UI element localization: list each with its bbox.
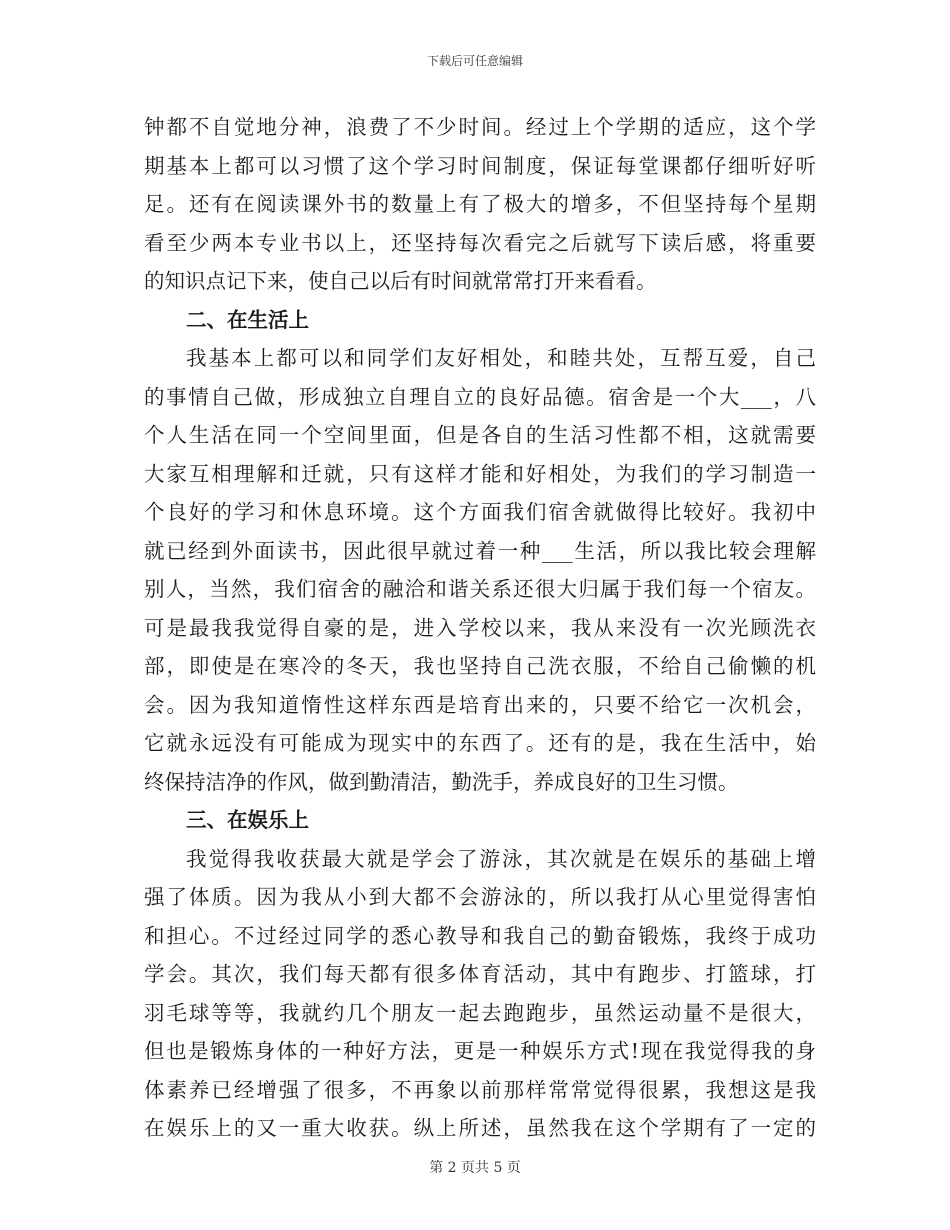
paragraph-line: 和担心。不过经过同学的悉心教导和我自己的勤奋锻炼，我终于成功 xyxy=(144,923,816,948)
paragraph-line: 期基本上都可以习惯了这个学习时间制度，保证每堂课都仔细听好听 xyxy=(144,153,816,178)
paragraph-line: 体素养已经增强了很多，不再象以前那样常常觉得很累，我想这是我 xyxy=(144,1077,816,1102)
paragraph-line: 的知识点记下来，使自己以后有时间就常常打开来看看。 xyxy=(144,269,657,293)
paragraph-line: 看至少两本专业书以上，还坚持每次看完之后就写下读后感，将重要 xyxy=(144,230,816,255)
paragraph-line: 大家互相理解和迁就，只有这样才能和好相处，为我们的学习制造一 xyxy=(144,461,816,486)
paragraph-line: 的事情自己做，形成独立自理自立的良好品德。宿舍是一个大___，八 xyxy=(144,384,816,409)
paragraph-line: 学会。其次，我们每天都有很多体育活动，其中有跑步、打篮球，打 xyxy=(144,962,816,986)
paragraph-line: 足。还有在阅读课外书的数量上有了极大的增多，不但坚持每个星期 xyxy=(144,192,816,216)
paragraph-line: 个良好的学习和休息环境。这个方面我们宿舍就做得比较好。我初中 xyxy=(144,500,816,524)
paragraph-line: 但也是锻炼身体的一种好方法，更是一种娱乐方式!现在我觉得我的身 xyxy=(144,1039,816,1063)
paragraph-line: 可是最我我觉得自豪的是，进入学校以来，我从来没有一次光顾洗衣 xyxy=(144,615,816,640)
paragraph-line: 钟都不自觉地分神，浪费了不少时间。经过上个学期的适应，这个学 xyxy=(144,115,816,139)
paragraph-line: 别人，当然，我们宿舍的融洽和谐关系还很大归属于我们每一个宿友。 xyxy=(144,577,816,601)
paragraph-line: 羽毛球等等，我就约几个朋友一起去跑跑步，虽然运动量不是很大， xyxy=(144,1000,816,1025)
section-heading-life: 二、在生活上 xyxy=(186,307,309,332)
paragraph-line: 个人生活在同一个空间里面，但是各自的生活习性都不相，这就需要 xyxy=(144,423,816,447)
page-header: 下载后可任意编辑 xyxy=(426,54,523,68)
document-body xyxy=(144,108,816,1148)
paragraph-line: 我基本上都可以和同学们友好相处，和睦共处，互帮互爱，自己 xyxy=(186,346,816,370)
paragraph-line: 就已经到外面读书，因此很早就过着一种___生活，所以我比较会理解 xyxy=(144,538,816,563)
paragraph-line: 在娱乐上的又一重大收获。纵上所述，虽然我在这个学期有了一定的 xyxy=(144,1116,816,1140)
section-heading-entertainment: 三、在娱乐上 xyxy=(186,808,309,832)
paragraph-line: 会。因为我知道惰性这样东西是培育出来的，只要不给它一次机会， xyxy=(144,692,816,717)
paragraph-line: 终保持洁净的作风，做到勤清洁，勤洗手，养成良好的卫生习惯。 xyxy=(144,769,739,794)
paragraph-line: 我觉得我收获最大就是学会了游泳，其次就是在娱乐的基础上增 xyxy=(186,846,816,871)
paragraph-line: 强了体质。因为我从小到大都不会游泳的，所以我打从心里觉得害怕 xyxy=(144,885,816,909)
paragraph-line: 它就永远没有可能成为现实中的东西了。还有的是，我在生活中，始 xyxy=(144,731,816,755)
page-footer: 第 2 页共 5 页 xyxy=(429,1160,521,1176)
paragraph-line: 部，即使是在寒冷的冬天，我也坚持自己洗衣服，不给自己偷懒的机 xyxy=(144,654,816,678)
